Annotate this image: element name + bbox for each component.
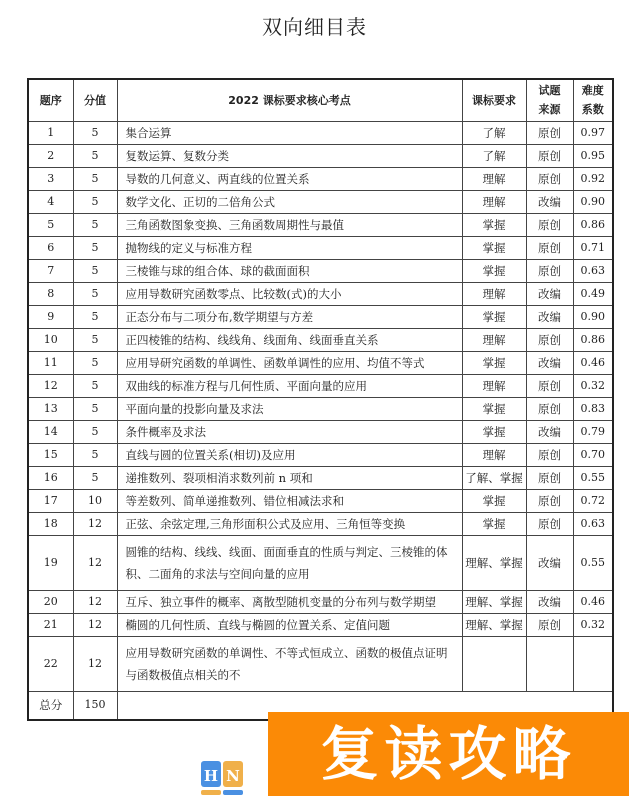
- row-source: 改编: [526, 590, 573, 613]
- row-requirement: 理解、掌握: [462, 590, 526, 613]
- row-number: 19: [28, 535, 73, 590]
- row-score: 5: [73, 282, 117, 305]
- row-source: 改编: [526, 420, 573, 443]
- row-score: 5: [73, 190, 117, 213]
- row-difficulty: 0.71: [573, 236, 613, 259]
- row-score: 5: [73, 351, 117, 374]
- row-requirement: 掌握: [462, 420, 526, 443]
- total-score: 150: [73, 691, 117, 720]
- row-number: 15: [28, 443, 73, 466]
- row-number: 12: [28, 374, 73, 397]
- row-score: 5: [73, 397, 117, 420]
- row-requirement: 理解: [462, 282, 526, 305]
- row-number: 4: [28, 190, 73, 213]
- row-topic: 数学文化、正切的二倍角公式: [117, 190, 462, 213]
- row-requirement: 掌握: [462, 259, 526, 282]
- svg-text:N: N: [226, 767, 240, 785]
- row-source: 原创: [526, 236, 573, 259]
- table-row: [28, 443, 613, 466]
- header-difficulty: 难度 系数: [573, 79, 613, 121]
- row-source: 原创: [526, 144, 573, 167]
- table-row: [28, 236, 613, 259]
- header-no: 题序: [28, 79, 73, 121]
- row-difficulty: 0.92: [573, 167, 613, 190]
- row-topic: 正态分布与二项分布,数学期望与方差: [117, 305, 462, 328]
- row-requirement: 理解、掌握: [462, 613, 526, 636]
- row-topic: 正弦、余弦定理,三角形面积公式及应用、三角恒等变换: [117, 512, 462, 535]
- row-number: 16: [28, 466, 73, 489]
- row-source: 原创: [526, 121, 573, 144]
- table-row: [28, 190, 613, 213]
- row-topic: 平面向量的投影向量及求法: [117, 397, 462, 420]
- row-source: 原创: [526, 374, 573, 397]
- row-requirement: [462, 636, 526, 691]
- row-requirement: 掌握: [462, 236, 526, 259]
- row-difficulty: 0.46: [573, 590, 613, 613]
- row-difficulty: 0.97: [573, 121, 613, 144]
- row-topic: 双曲线的标准方程与几何性质、平面向量的应用: [117, 374, 462, 397]
- row-number: 10: [28, 328, 73, 351]
- row-score: 5: [73, 443, 117, 466]
- total-label: 总分: [28, 691, 73, 720]
- row-number: 13: [28, 397, 73, 420]
- row-score: 10: [73, 489, 117, 512]
- row-score: 5: [73, 236, 117, 259]
- row-source: 改编: [526, 535, 573, 590]
- row-difficulty: 0.86: [573, 328, 613, 351]
- table-row: [28, 167, 613, 190]
- row-requirement: 了解: [462, 121, 526, 144]
- row-difficulty: 0.79: [573, 420, 613, 443]
- row-source: 改编: [526, 305, 573, 328]
- row-requirement: 理解: [462, 443, 526, 466]
- row-difficulty: 0.83: [573, 397, 613, 420]
- row-difficulty: 0.49: [573, 282, 613, 305]
- row-score: 12: [73, 636, 117, 691]
- row-score: 12: [73, 512, 117, 535]
- row-requirement: 理解: [462, 374, 526, 397]
- table-row: [28, 420, 613, 443]
- row-topic: 条件概率及求法: [117, 420, 462, 443]
- row-number: 17: [28, 489, 73, 512]
- row-score: 5: [73, 420, 117, 443]
- row-source: [526, 636, 573, 691]
- row-number: 22: [28, 636, 73, 691]
- row-source: 原创: [526, 328, 573, 351]
- row-number: 11: [28, 351, 73, 374]
- row-topic: 等差数列、简单递推数列、错位相减法求和: [117, 489, 462, 512]
- table-row: [28, 328, 613, 351]
- row-requirement: 理解: [462, 328, 526, 351]
- row-source: 原创: [526, 213, 573, 236]
- row-source: 原创: [526, 259, 573, 282]
- row-source: 改编: [526, 351, 573, 374]
- row-source: 原创: [526, 443, 573, 466]
- table-row: [28, 305, 613, 328]
- table-row: [28, 489, 613, 512]
- row-number: 2: [28, 144, 73, 167]
- table-row: [28, 590, 613, 613]
- row-requirement: 了解: [462, 144, 526, 167]
- row-score: 5: [73, 466, 117, 489]
- row-source: 原创: [526, 167, 573, 190]
- row-source: 原创: [526, 397, 573, 420]
- page-title: 双向细目表: [262, 15, 367, 39]
- row-number: 3: [28, 167, 73, 190]
- row-difficulty: 0.90: [573, 190, 613, 213]
- table-header-row: [28, 79, 613, 121]
- row-score: 12: [73, 590, 117, 613]
- row-topic: 复数运算、复数分类: [117, 144, 462, 167]
- row-requirement: 掌握: [462, 489, 526, 512]
- table-row: [28, 613, 613, 636]
- row-requirement: 理解、掌握: [462, 535, 526, 590]
- row-number: 21: [28, 613, 73, 636]
- row-score: 5: [73, 144, 117, 167]
- row-topic: 应用导数研究函数的单调性、不等式恒成立、函数的极值点证明与函数极值点相关的不: [117, 636, 462, 691]
- hn-logo-icon: [200, 760, 244, 796]
- row-score: 5: [73, 328, 117, 351]
- row-requirement: 理解: [462, 190, 526, 213]
- table-row: [28, 636, 613, 691]
- row-number: 14: [28, 420, 73, 443]
- row-number: 6: [28, 236, 73, 259]
- table-row: [28, 351, 613, 374]
- row-requirement: 掌握: [462, 397, 526, 420]
- row-difficulty: 0.32: [573, 613, 613, 636]
- table-row: [28, 282, 613, 305]
- table-row: [28, 259, 613, 282]
- table-row: [28, 512, 613, 535]
- table-body: [28, 121, 613, 691]
- svg-text:H: H: [203, 767, 219, 785]
- row-source: 改编: [526, 190, 573, 213]
- row-difficulty: 0.63: [573, 259, 613, 282]
- row-requirement: 掌握: [462, 351, 526, 374]
- row-source: 改编: [526, 282, 573, 305]
- specification-table: [27, 78, 614, 721]
- table-row: [28, 121, 613, 144]
- row-topic: 递推数列、裂项相消求数列前 n 项和: [117, 466, 462, 489]
- row-source: 原创: [526, 489, 573, 512]
- table-row: [28, 374, 613, 397]
- row-topic: 椭圆的几何性质、直线与椭圆的位置关系、定值问题: [117, 613, 462, 636]
- watermark-banner: 复读攻略: [268, 712, 629, 796]
- row-topic: 集合运算: [117, 121, 462, 144]
- row-topic: 圆锥的结构、线线、线面、面面垂直的性质与判定、三棱锥的体积、二面角的求法与空间向量的应用: [117, 535, 462, 590]
- row-number: 5: [28, 213, 73, 236]
- row-score: 5: [73, 305, 117, 328]
- table-row: [28, 144, 613, 167]
- table-row: [28, 213, 613, 236]
- table-row: [28, 397, 613, 420]
- row-score: 5: [73, 259, 117, 282]
- row-topic: 直线与圆的位置关系(相切)及应用: [117, 443, 462, 466]
- row-difficulty: 0.46: [573, 351, 613, 374]
- row-difficulty: [573, 636, 613, 691]
- table-row: [28, 466, 613, 489]
- row-number: 20: [28, 590, 73, 613]
- row-score: 12: [73, 613, 117, 636]
- row-source: 原创: [526, 613, 573, 636]
- row-topic: 导数的几何意义、两直线的位置关系: [117, 167, 462, 190]
- row-requirement: 理解: [462, 167, 526, 190]
- row-topic: 抛物线的定义与标准方程: [117, 236, 462, 259]
- header-topic: 2022 课标要求核心考点: [117, 79, 462, 121]
- row-number: 8: [28, 282, 73, 305]
- row-source: 原创: [526, 466, 573, 489]
- row-topic: 互斥、独立事件的概率、离散型随机变量的分布列与数学期望: [117, 590, 462, 613]
- row-requirement: 掌握: [462, 512, 526, 535]
- row-difficulty: 0.72: [573, 489, 613, 512]
- row-requirement: 了解、掌握: [462, 466, 526, 489]
- row-score: 5: [73, 121, 117, 144]
- row-difficulty: 0.86: [573, 213, 613, 236]
- row-topic: 应用导数研究函数零点、比较数(式)的大小: [117, 282, 462, 305]
- row-topic: 正四棱锥的结构、线线角、线面角、线面垂直关系: [117, 328, 462, 351]
- header-source: 试题 来源: [526, 79, 573, 121]
- header-requirement: 课标要求: [462, 79, 526, 121]
- row-difficulty: 0.63: [573, 512, 613, 535]
- row-number: 18: [28, 512, 73, 535]
- header-score: 分值: [73, 79, 117, 121]
- row-topic: 三角函数图象变换、三角函数周期性与最值: [117, 213, 462, 236]
- row-difficulty: 0.55: [573, 466, 613, 489]
- row-topic: 应用导研究函数的单调性、函数单调性的应用、均值不等式: [117, 351, 462, 374]
- row-requirement: 掌握: [462, 305, 526, 328]
- row-difficulty: 0.32: [573, 374, 613, 397]
- row-requirement: 掌握: [462, 213, 526, 236]
- row-score: 5: [73, 374, 117, 397]
- row-score: 5: [73, 167, 117, 190]
- row-topic: 三棱锥与球的组合体、球的截面面积: [117, 259, 462, 282]
- table-row: [28, 535, 613, 590]
- row-difficulty: 0.90: [573, 305, 613, 328]
- row-number: 9: [28, 305, 73, 328]
- row-source: 原创: [526, 512, 573, 535]
- row-score: 5: [73, 213, 117, 236]
- row-difficulty: 0.95: [573, 144, 613, 167]
- row-score: 12: [73, 535, 117, 590]
- row-number: 7: [28, 259, 73, 282]
- row-difficulty: 0.55: [573, 535, 613, 590]
- row-difficulty: 0.70: [573, 443, 613, 466]
- row-number: 1: [28, 121, 73, 144]
